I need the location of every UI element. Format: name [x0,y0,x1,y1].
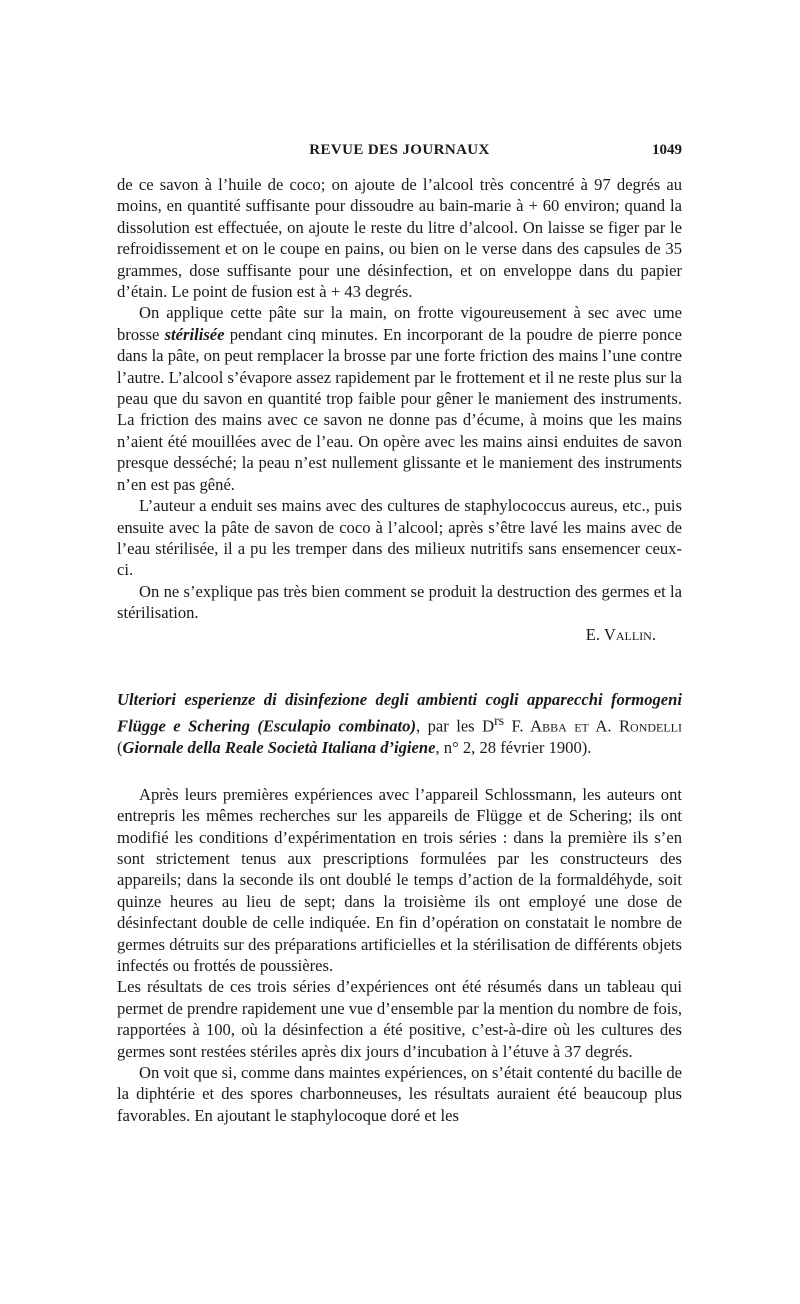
running-header [117,140,682,164]
article-heading: Ulteriori esperienze di disinfezione degli ambienti cogli apparecchi formogeni Flügge e Schering (Esculapio combinato), par les $D^{rs}$ F. Abba et A. Rondelli (Giornale della Reale Società Italiana d’igiene, n° 2, 28 février 1900). [117,689,683,758]
paragraph: de ce savon à l’huile de coco; on ajoute de l’alcool très concentré à 97 degrés au moins, en quantité suffisante pour dissoudre au bain-marie à + 60 environ; quand la dissolution est effectuée, on ajoute le reste du litre d’alcool. On laisse se figer par le refroidissement et on le coupe en pains, ou bien on le verse dans des capsules de 35 grammes, dose suffisante pour une désinfection, et on enveloppe dans du papier d’étain. Le point de fusion est à + 43 degrés. [117,175,682,302]
article-continuation [117,174,682,645]
authors: F. Abba et A. Rondelli ( [117,716,683,758]
article-title: Ulteriori esperienze di disinfezione degli ambienti cogli apparecchi formogeni Flügge e Schering (Esculapio combinato) [117,689,682,736]
paragraph: On voit que si, comme dans maintes expériences, on s’était contenté du bacille de la diphtérie et des spores charbonneuses, les résultats auraient été beaucoup plus favorables. En ajoutant le staphylocoque doré et les [117,1062,682,1125]
page-number: 1049 [652,142,682,158]
article-body [117,784,682,1127]
paragraph: L’auteur a enduit ses mains avec des cultures de staphylococcus aureus, etc., puis ensuite avec la pâte de savon de coco à l’alcool; après s’être lavé les mains avec de l’eau stérilisée, il a pu les tremper dans des milieux nutritifs sans ensemencer ceux-ci. [117,496,682,580]
signature-line [117,624,682,645]
emphasis: stérilisée [164,324,225,344]
paragraph: Les résultats de ces trois séries d’expériences ont été résumés dans un tableau qui permet de prendre rapidement une vue d’ensemble par la mention du nombre de fois, rapportées à 100, où la désinfection a été positive, c’est-à-dire où les cultures des germes sont restées stériles après dix jours d’incubation à l’étuve à 37 degrés. [117,977,682,1061]
paragraph: On applique cette pâte sur la main, on frotte vigoureusement à sec avec ume brosse stérilisée pendant cinq minutes. En incorporant de la poudre de pierre ponce dans la pâte, on peut remplacer la brosse par une forte friction des mains l’une contre l’autre. L’alcool s’évapore assez rapidement par le frottement et il ne reste plus sur la peau que du savon en quantité trop faible pour gêner le maniement des instruments. La friction des mains avec ce savon ne donne pas d’écume, à moins que les mains n’aient été mouillées avec de l’eau. On opère avec les mains ainsi enduites de savon presque desséché; la peau n’est nullement glissante et le maniement des instruments n’en est pas gêné. [117,303,682,494]
author-signature: E. Vallin. [585,624,656,644]
paragraph: On ne s’explique pas très bien comment se produit la destruction des germes et la stérilisation. E. Vallin. [117,581,682,644]
journal-page [117,140,682,1126]
running-title: REVUE DES JOURNAUX [309,142,490,158]
paragraph: Après leurs premières expériences avec l’appareil Schlossmann, les auteurs ont entrepris les mêmes recherches sur les appareils de Flügge et de Schering; ils ont modifié les conditions d’expérimentation en trois séries : dans la première ils s’en sont strictement tenus aux prescriptions formulées par les constructeurs des appareils; dans la seconde ils ont doublé le temps d’action de la formaldéhyde, soit quinze heures au lieu de sept; dans la troisième ils ont employé une dose de désinfectant double de celle indiquée. En fin d’opération on constatait le nombre de germes détruits sur des préparations artificielles et la stérilisation de différents objets infectés ou frottés de poussières. [117,784,682,975]
journal-name: Giornale della Reale Società Italiana d’igiene [122,738,436,758]
